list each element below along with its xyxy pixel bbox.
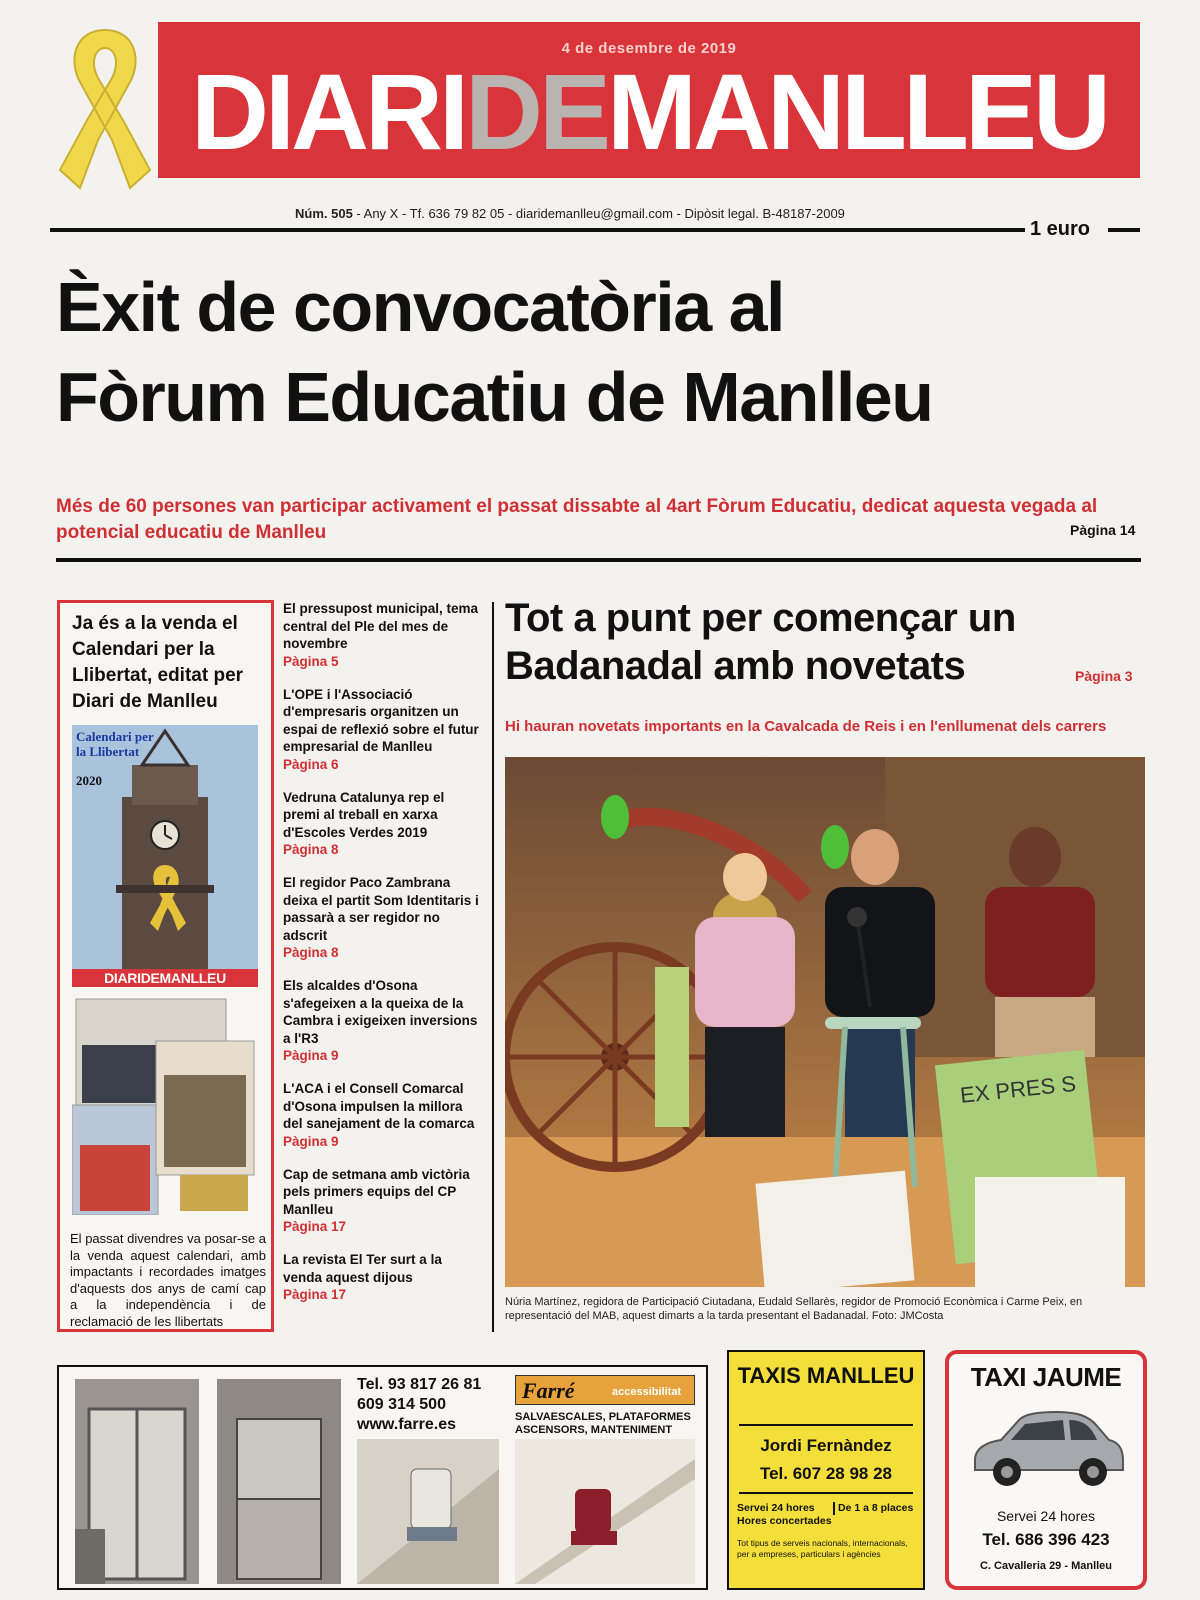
masthead-title-manlleu: MANLLEU — [607, 51, 1107, 172]
story-page-ref: Pàgina 3 — [1075, 668, 1133, 684]
farre-logo-tagline: accessibilitat — [612, 1386, 682, 1398]
stairlift-photo — [357, 1439, 499, 1584]
issue-legal-deposit: Dipòsit legal. B-48187-2009 — [684, 206, 845, 221]
index-item-page: Pàgina 6 — [283, 756, 339, 772]
calendar-cover-year: 2020 — [76, 773, 102, 788]
photo-caption: Núria Martínez, regidora de Participació Ciutadana, Eudald Sellarès, regidor de Promoció Econòmica i Carme Peix, en representació del MAB, aquest dimarts a la tarda presentant el Badanadal. Foto: JMCosta — [505, 1296, 1083, 1322]
index-item[interactable] — [283, 600, 483, 671]
masthead-title-de: DE — [465, 51, 608, 172]
issue-number: Núm. 505 — [295, 206, 353, 221]
taxis-manlleu-name: Jordi Fernàndez — [760, 1436, 892, 1455]
taxis-manlleu-service — [737, 1502, 837, 1528]
taxis-manlleu-rule — [739, 1424, 913, 1426]
farre-contact — [357, 1375, 481, 1435]
taxis-manlleu-service-24h: Servei 24 hores — [737, 1502, 815, 1514]
car-icon — [967, 1398, 1127, 1490]
index-item-page: Pàgina 8 — [283, 945, 339, 960]
story-headline: Tot a punt per començar un Badanadal amb novetats — [505, 596, 1016, 688]
index-item-page: Pàgina 5 — [283, 653, 339, 669]
issue-info-line: Núm. 505 - Any X - Tf. 636 79 82 05 - diaridemanlleu@gmail.com - Dipòsit legal. B-48187-2009 — [295, 206, 845, 221]
taxi-jaume-service: Servei 24 hores — [996, 1508, 1096, 1524]
price-rule — [1108, 228, 1140, 232]
index-item[interactable] — [283, 874, 483, 962]
farre-phone-1: Tel. 93 817 26 81 — [357, 1376, 482, 1393]
elevator-photo — [75, 1379, 199, 1584]
index-item-text: Vedruna Catalunya rep el premi al treball en xarxa d'Escoles Verdes 2019 — [283, 789, 445, 840]
platform-lift-photo — [217, 1379, 341, 1584]
index-item[interactable] — [283, 789, 483, 860]
taxi-jaume-phone: Tel. 686 396 423 — [982, 1530, 1110, 1549]
issue-email: diaridemanlleu@gmail.com — [515, 206, 673, 221]
index-item[interactable] — [283, 1251, 483, 1304]
index-item-page: Pàgina 9 — [283, 1133, 339, 1149]
calendar-pages-preview — [72, 995, 258, 1215]
index-item-text: El pressupost municipal, tema central del Ple del mes de novembre — [283, 601, 479, 651]
column-divider — [492, 602, 494, 1332]
lead-headline-line2: Fòrum Educatiu de Manlleu — [56, 358, 933, 436]
index-item[interactable] — [283, 1166, 483, 1237]
issue-phone: Tf. 636 79 82 05 — [409, 206, 505, 221]
index-item[interactable] — [283, 686, 483, 774]
taxis-manlleu-note: Tot tipus de serveis nacionals, internacionals, per a empreses, particulars i agències — [737, 1538, 908, 1559]
clock-tower-illustration — [72, 725, 258, 987]
story-subhead: Hi hauran novetats importants en la Cavalcada de Reis i en l'enllumenat dels carrers — [505, 718, 1107, 735]
calendar-cover-title: Calendari per la Llibertat — [76, 729, 154, 759]
promo-title: Ja és a la venda el Calendari per la Llibertat, editat per Diari de Manlleu — [72, 613, 244, 712]
index-item[interactable] — [283, 1080, 483, 1151]
taxis-manlleu-ad[interactable] — [727, 1350, 925, 1590]
calendar-cover-brand: DIARIDEMANLLEU — [72, 969, 258, 987]
taxi-jaume-ad[interactable] — [945, 1350, 1147, 1590]
index-item-page: Pàgina 17 — [283, 1219, 347, 1234]
masthead-title-diari: DIARI — [191, 51, 466, 172]
index-item-page: Pàgina 17 — [283, 1287, 347, 1302]
issue-year: Any X — [363, 206, 399, 221]
lead-subhead: Més de 60 persones van participar activament el passat dissabte al 4art Fòrum Educatiu, dedicat aquesta vegada al potencial educatiu de Manlleu — [56, 496, 1098, 543]
index-item-text: El regidor Paco Zambrana deixa el partit Som Identitaris i passarà a ser regidor no adscrit — [283, 875, 479, 943]
index-item-text: Cap de setmana amb victòria pels primers equips del CP Manlleu — [283, 1166, 470, 1217]
calendar-cover-image — [72, 725, 258, 987]
farre-phone-2: 609 314 500 — [357, 1396, 446, 1413]
taxis-manlleu-phone: Tel. 607 28 98 28 — [759, 1464, 892, 1483]
index-item-page: Pàgina 9 — [283, 1048, 339, 1063]
index-item-text: L'ACA i el Consell Comarcal d'Osona impulsen la millora del sanejament de la comarca — [283, 1081, 475, 1131]
farre-logo — [515, 1375, 695, 1405]
lead-headline-line1: Èxit de convocatòria al — [56, 268, 784, 346]
lead-page-ref: Pàgina 14 — [1070, 522, 1136, 538]
index-item[interactable] — [283, 977, 483, 1065]
price: 1 euro — [1030, 218, 1091, 240]
taxis-manlleu-places: De 1 a 8 places — [833, 1502, 921, 1515]
news-index — [283, 600, 483, 1319]
calendar-promo-box — [57, 600, 274, 1332]
lead-headline — [56, 262, 1146, 442]
farre-website[interactable]: www.farre.es — [357, 1416, 457, 1433]
poster-text: EX PRES S — [958, 1070, 1078, 1108]
index-item-text: L'OPE i l'Associació d'empresaris organitzen un espai de reflexió sobre el futur empresarial de Manlleu — [283, 686, 479, 754]
taxis-manlleu-rule-2 — [739, 1492, 913, 1494]
story-photo — [505, 757, 1145, 1287]
farre-logo-name: Farré — [522, 1378, 575, 1403]
masthead-date: 4 de desembre de 2019 — [561, 40, 737, 57]
index-item-text: La revista El Ter surt a la venda aquest dijous — [283, 1252, 442, 1285]
index-item-page: Pàgina 8 — [283, 842, 339, 857]
taxis-manlleu-service-sub: Hores concertades — [737, 1515, 832, 1527]
masthead — [158, 22, 1140, 178]
taxis-manlleu-title: TAXIS MANLLEU — [737, 1363, 915, 1388]
press-conference-photo — [505, 757, 1145, 1287]
taxi-jaume-title: TAXI JAUME — [970, 1362, 1122, 1392]
taxi-jaume-address: C. Cavalleria 29 - Manlleu — [979, 1560, 1113, 1572]
middle-rule — [56, 558, 1141, 562]
masthead-title — [166, 52, 1132, 172]
index-item-text: Els alcaldes d'Osona s'afegeixen a la queixa de la Cambra i exigeixen inversions a l'R3 — [283, 978, 478, 1046]
top-rule — [50, 228, 1025, 232]
promo-text: El passat divendres va posar-se a la venda aquest calendari, amb impactants i recordades imatges d'aquests dos anys de camí cap a la independència i de reclamació de les llibertats — [70, 1231, 266, 1329]
stair-chair-photo — [515, 1439, 695, 1584]
farre-services: SALVAESCALES, PLATAFORMES ASCENSORS, MANTENIMENT — [515, 1411, 691, 1436]
yellow-ribbon-icon — [50, 20, 160, 190]
farre-ad[interactable] — [57, 1365, 708, 1590]
